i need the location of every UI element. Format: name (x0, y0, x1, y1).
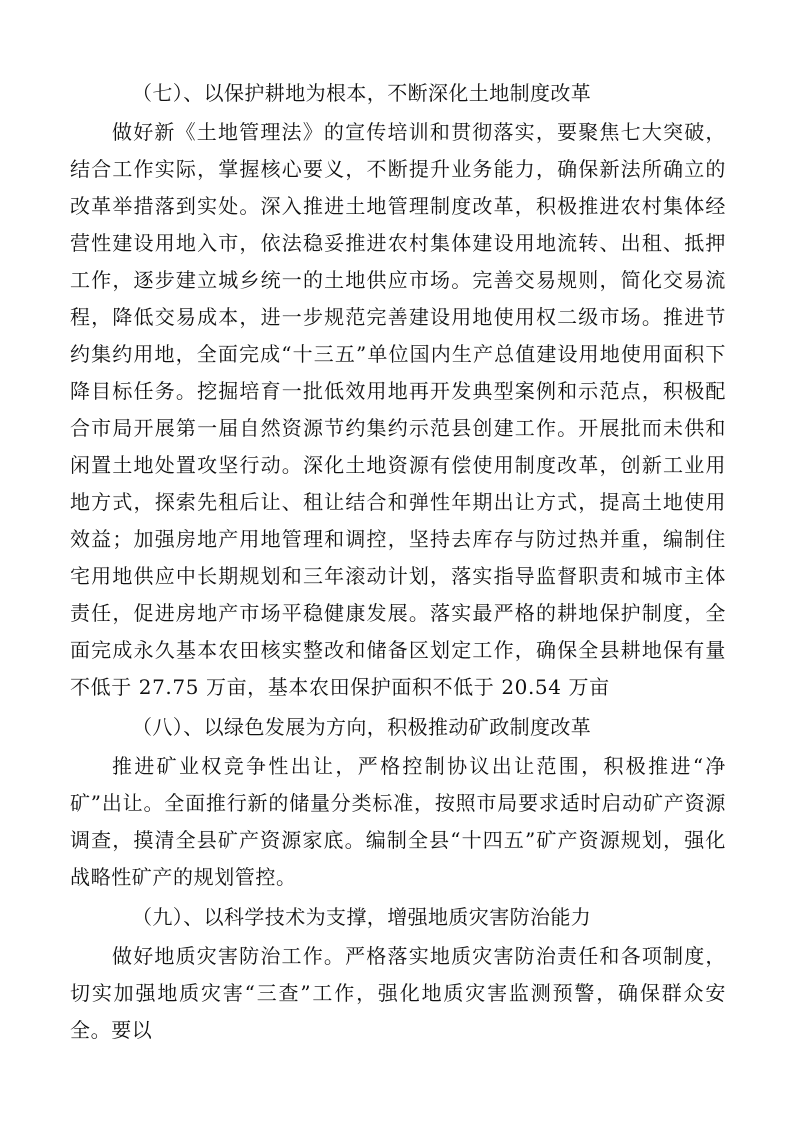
section-7-body: 做好新《土地管理法》的宣传培训和贯彻落实，要聚焦七大突破，结合工作实际，掌握核心要义，不断提升业务能力，确保新法所确立的改革举措落到实处。深入推进土地管理制度改革，积极推进农村集体经营性建设用地入市，依法稳妥推进农村集体建设用地流转、出租、抵押工作，逐步建立城乡统一的土地供应市场。完善交易规则，简化交易流程，降低交易成本，进一步规范完善建设用地使用权二级市场。推进节约集约用地，全面完成“十三五”单位国内生产总值建设用地使用面积下降目标任务。挖掘培育一批低效用地再开发典型案例和示范点，积极配合市局开展第一届自然资源节约集约示范县创建工作。开展批而未供和闲置土地处置攻坚行动。深化土地资源有偿使用制度改革，创新工业用地方式，探索先租后让、租让结合和弹性年期出让方式，提高土地使用效益；加强房地产用地管理和调控，坚持去库存与防过热并重，编制住宅用地供应中长期规划和三年滚动计划，落实指导监督职责和城市主体责任，促进房地产市场平稳健康发展。落实最严格的耕地保护制度，全面完成永久基本农田核实整改和储备区划定工作，确保全县耕地保有量不低于 27.75 万亩，基本农田保护面积不低于 20.54 万亩 (70, 120, 726, 699)
section-9 (70, 896, 726, 1049)
section-9-body: 做好地质灾害防治工作。严格落实地质灾害防治责任和各项制度，切实加强地质灾害“三查”工作，强化地质灾害监测预警，确保群众安全。要以 (70, 944, 726, 1042)
section-9-heading: （九）、以科学技术为支撑，增强地质灾害防治能力 (132, 905, 592, 929)
section-7 (70, 72, 726, 706)
section-7-heading: （七）、以保护耕地为根本，不断深化土地制度改革 (132, 81, 592, 105)
section-8-body: 推进矿业权竞争性出让，严格控制协议出让范围，积极推进“净矿”出让。全面推行新的储量分类标准，按照市局要求适时启动矿产资源调查，摸清全县矿产资源家底。编制全县“十四五”矿产资源规划，强化战略性矿产的规划管控。 (70, 754, 726, 889)
section-8-heading: （八）、以绿色发展为方向，积极推动矿政制度改革 (132, 715, 592, 739)
section-8 (70, 706, 726, 896)
document-page (70, 72, 726, 1049)
